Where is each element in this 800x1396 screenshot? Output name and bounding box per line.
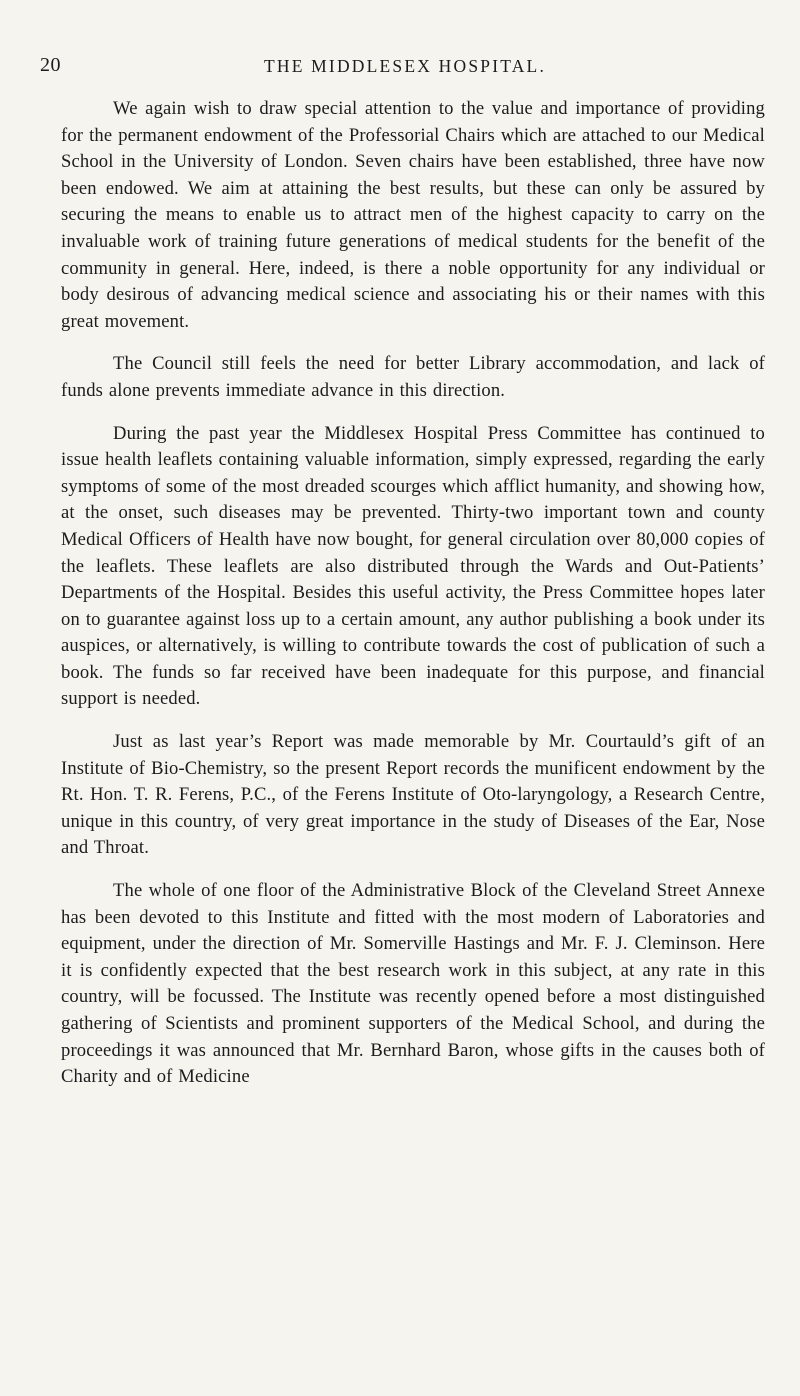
body-text [61, 96, 765, 1107]
paragraph-cleveland-annexe: The whole of one floor of the Administrative Block of the Cleveland Street Annexe has been devoted to this Institute and fitted with the most modern of Laboratories and equipment, under the direction of Mr. Somerville Hastings and Mr. F. J. Cleminson. Here it is confidently expected that the best research work in this subject, at any rate in this country, will be focussed. The Institute was recently opened before a most distinguished gathering of Scientists and prominent supporters of the Medical School, and during the proceedings it was announced that Mr. Bernhard Baron, whose gifts in the causes both of Charity and of Medicine [61, 880, 765, 1088]
paragraph-press-committee: During the past year the Middlesex Hospital Press Committee has continued to issue health leaflets containing valuable information, simply expressed, regarding the early symptoms of some of the most dreaded scourges which afflict humanity, and showing how, at the onset, such diseases may be prevented. Thirty-two important town and county Medical Officers of Health have now bought, for general circulation over 80,000 copies of the leaflets. These leaflets are also distributed through the Wards and Out-Patients’ Departments of the Hospital. Besides this useful activity, the Press Committee hopes later on to guarantee against loss up to a certain amount, any author publishing a book under its auspices, or alternatively, is willing to contribute towards the cost of publication of such a book. The funds so far received have been inadequate for this purpose, and financial support is needed. [61, 422, 765, 710]
paragraph-library: The Council still feels the need for better Library accommodation, and lack of funds alone prevents immediate advance in this direction. [61, 353, 765, 401]
page-header [40, 54, 760, 80]
paragraph-endowment-chairs: We again wish to draw special attention to the value and importance of providing for the permanent endowment of the Professorial Chairs which are attached to our Medical School in the University of London. Seven chairs have been established, three have now been endowed. We aim at attaining the best results, but these can only be assured by securing the means to enable us to attract men of the highest capacity to carry on the invaluable work of training future generations of medical students for the benefit of the community in general. Here, indeed, is there a noble opportunity for any individual or body desirous of advancing medical science and associating his or their names with this great movement. [61, 98, 765, 332]
paragraph-ferens-institute: Just as last year’s Report was made memorable by Mr. Courtauld’s gift of an Institute of Bio-Chemistry, so the present Report records the munificent endowment by the Rt. Hon. T. R. Ferens, P.C., of the Ferens Institute of Oto-laryngology, a Research Centre, unique in this country, of very great importance in the study of Diseases of the Ear, Nose and Throat. [61, 731, 765, 859]
running-title: THE MIDDLESEX HOSPITAL. [263, 56, 547, 76]
page-number: 20 [40, 54, 61, 76]
